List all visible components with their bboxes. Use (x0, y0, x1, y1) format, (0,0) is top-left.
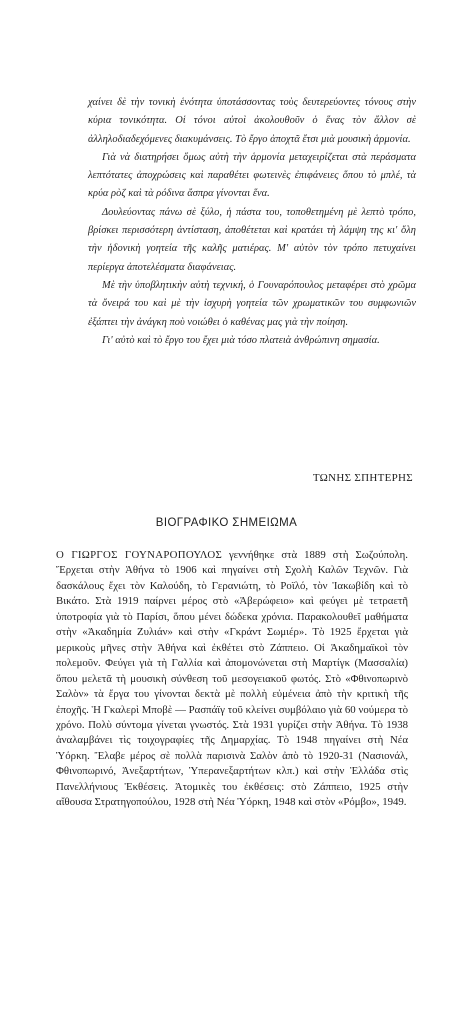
essay-paragraph: Μὲ τὴν ὑποβλητικὴν αὐτὴ τεχνική, ὁ Γουναρόπουλος μεταφέρει στὸ χρῶμα τὰ ὄνειρά του καὶ μὲ τὴν ἰσχυρὴ γοητεία τῶν χρωματικῶν του συμφωνιῶν ἐξάπτει τὴν ἀνάγκη ποὺ νοιώθει ὁ καθένας μας γιὰ τὴν ποίηση. (88, 279, 416, 328)
biography-body: γεννήθηκε στὰ 1889 στὴ Σωζούπολη. Ἔρχεται στὴν Ἀθήνα τὸ 1906 καὶ πηγαίνει στὴ Σχολὴ Καλῶν Τεχνῶν. Γιὰ δασκάλους ἔχει τὸν Καλούδη, τὸ Γερανιώτη, τὸ Ροϊλό, τὸν Ἰακωβίδη καὶ τὸ Βικάτο. Στὰ 1919 παίρνει μέρος στὸ «Ἀβερώφειο» καὶ φεύγει μὲ τετραετῆ ὑποτροφία γιὰ τὸ Παρίσι, ὅπου μένει δώδεκα χρόνια. Παρακολουθεῖ μαθήματα στὴν «Ἀκαδημία Ζυλιάν» καὶ στὴν «Γκράντ Σωμιέρ». Τὸ 1925 ἔρχεται γιὰ μερικοὺς μῆνες στὴν Ἀθήνα καὶ ἐκθέτει στὸ Ζάππειο. Οἱ Ἀκαδημαϊκοὶ τὸν πολεμοῦν. Φεύγει γιὰ τὴ Γαλλία καὶ ἀπομονώνεται στὴ Μαρτίγκ (Μασσαλία) ὅπου μελετᾶ τὴ μουσικὴ σύνθεση τοῦ μεσογειακοῦ φωτός. Στὸ «Φθινοπωρινὸ Σαλὸν» τὰ ἔργα του γίνονται δεκτὰ μὲ πολλὴ εὐμένεια ἀπὸ τὴν κριτικὴ τῆς ἐποχῆς. Ἡ Γκαλερὶ Μποβὲ — Ρασπάϊγ τοῦ κλείνει συμβόλαιο γιὰ 60 νούμερα τὸ χρόνο. Πολὺ σύντομα γίνεται γνωστός. Στὰ 1931 γυρίζει στὴν Ἀθήνα. Τὸ 1938 ἀναλαμβάνει τὶς τοιχογραφίες τῆς Δημαρχίας. Τὸ 1948 πηγαίνει στὴ Νέα Ὑόρκη. Ἔλαβε μέρος σὲ πολλὰ παρισινὰ Σαλὸν ἀπὸ τὸ 1920-31 (Νασιονάλ, Φθινοπωρινό, Ἀνεξαρτήτων, Ὑπερανεξαρτήτων κλπ.) καὶ στὴν Ἑλλάδα στὶς Πανελλήνιους Ἐκθέσεις. Ἀτομικὲς του ἐκθέσεις: στὸ Ζάππειο, 1925 στὴν αἴθουσα Στρατηγοπούλου, 1928 στὴ Νέα Ὑόρκη, 1948 καὶ στὸν «Ρόμβο», 1949. (56, 549, 409, 809)
artist-name: Ο ΓΙΩΡΓΟΣ ΓΟΥΝΑΡΟΠΟΥΛΟΣ (56, 549, 223, 561)
essay-paragraph: χαίνει δὲ τὴν τονικὴ ἑνότητα ὑποτάσσοντας τοὺς δευτερεύοντες τόνους στὴν κύρια τονικότητα. Οἱ τόνοι αὐτοὶ ἀκολουθοῦν ὁ ἕνας τὸν ἄλλον σὲ ἀλληλοδιαδεχόμενες διακυμάνσεις. Τὸ ἔργο ἀποχτᾶ ἔτσι μιὰ μουσικὴ ἁρμονία. (88, 97, 416, 145)
biography-text (56, 548, 408, 811)
essay-text (88, 94, 416, 350)
essay-paragraph: Γι' αὐτὸ καὶ τὸ ἔργο του ἔχει μιὰ τόσο πλατειὰ ἀνθρώπινη σημασία. (102, 334, 380, 346)
author-signature: ΤΩΝΗΣ ΣΠΗΤΕΡΗΣ (312, 472, 413, 484)
biography-paragraph (56, 548, 408, 811)
essay-paragraph: Γιὰ νὰ διατηρήσει ὅμως αὐτὴ τὴν ἁρμονία μεταχειρίζεται στὰ περάσματα λεπτότατες ἀποχρώσεις καὶ παραθέτει φωτεινὲς ἐπιφάνειες ὅπου τὸ μπλέ, τὰ κρύα ρὸζ καὶ τὰ ρόδινα ἄσπρα γίνονται ἕνα. (88, 151, 416, 200)
section-heading: ΒΙΟΓΡΑΦΙΚΟ ΣΗΜΕΙΩΜΑ (155, 517, 298, 529)
essay-paragraph: Δουλεύοντας πάνω σὲ ξύλο, ἡ πάστα του, τοποθετημένη μὲ λεπτὸ τρόπο, βρίσκει περισσότερη ἀντίσταση, ἀποθέτεται καὶ κρατάει τὴ λάμψη της κι' ὅλη τὴν ἡδονικὴ γοητεία τῆς καλῆς ματιέρας. Μ' αὐτὸν τὸν τρόπο πετυχαίνει περίεργα ἀποτελέσματα διαφάνειας. (88, 206, 416, 273)
